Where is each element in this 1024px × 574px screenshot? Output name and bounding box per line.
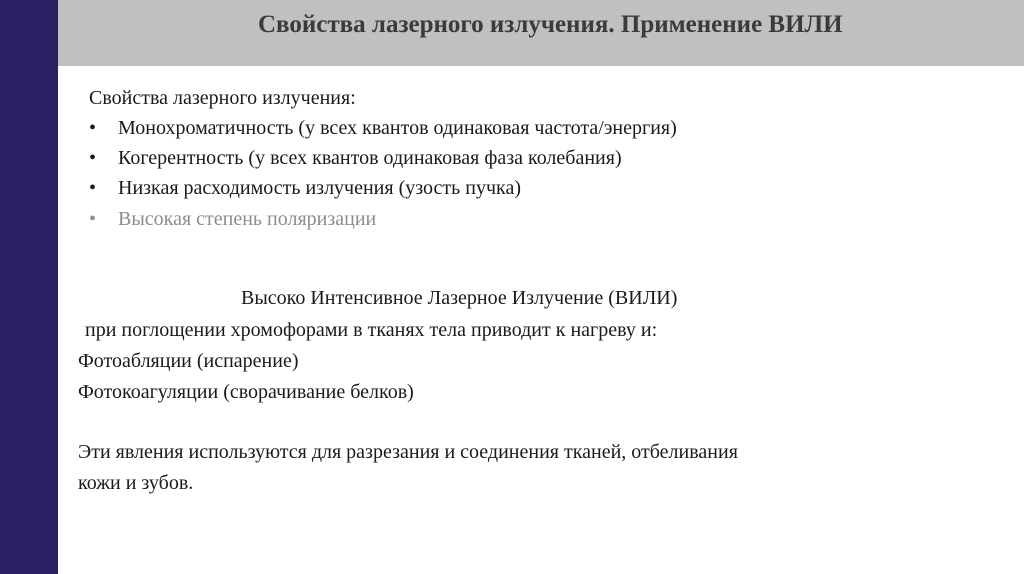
vili-heading: Высоко Интенсивное Лазерное Излучение (ВИЛИ) bbox=[241, 287, 678, 309]
slide-title: Свойства лазерного излучения. Применение ВИЛИ bbox=[258, 11, 843, 38]
bullet-icon: • bbox=[89, 208, 97, 230]
bullet-icon: • bbox=[89, 117, 97, 139]
bullet-icon: • bbox=[89, 147, 97, 169]
usage-text-line: Эти явления используются для разрезания и соединения тканей, отбеливания bbox=[78, 441, 738, 463]
vili-description: при поглощении хромофорами в тканях тела приводит к нагреву и: bbox=[80, 319, 658, 341]
bullet-item-muted: Высокая степень поляризации bbox=[118, 208, 377, 230]
bullet-icon: • bbox=[89, 177, 97, 199]
properties-heading: Свойства лазерного излучения: bbox=[89, 87, 356, 109]
bullet-item: Монохроматичность (у всех квантов одинаковая частота/энергия) bbox=[118, 117, 677, 139]
bullet-item: Низкая расходимость излучения (узость пучка) bbox=[118, 177, 521, 199]
effect-item: Фотоабляции (испарение) bbox=[78, 350, 299, 372]
bullet-item: Когерентность (у всех квантов одинаковая фаза колебания) bbox=[118, 147, 622, 169]
usage-text-line: кожи и зубов. bbox=[78, 472, 194, 494]
effect-item: Фотокоагуляции (сворачивание белков) bbox=[78, 381, 414, 403]
